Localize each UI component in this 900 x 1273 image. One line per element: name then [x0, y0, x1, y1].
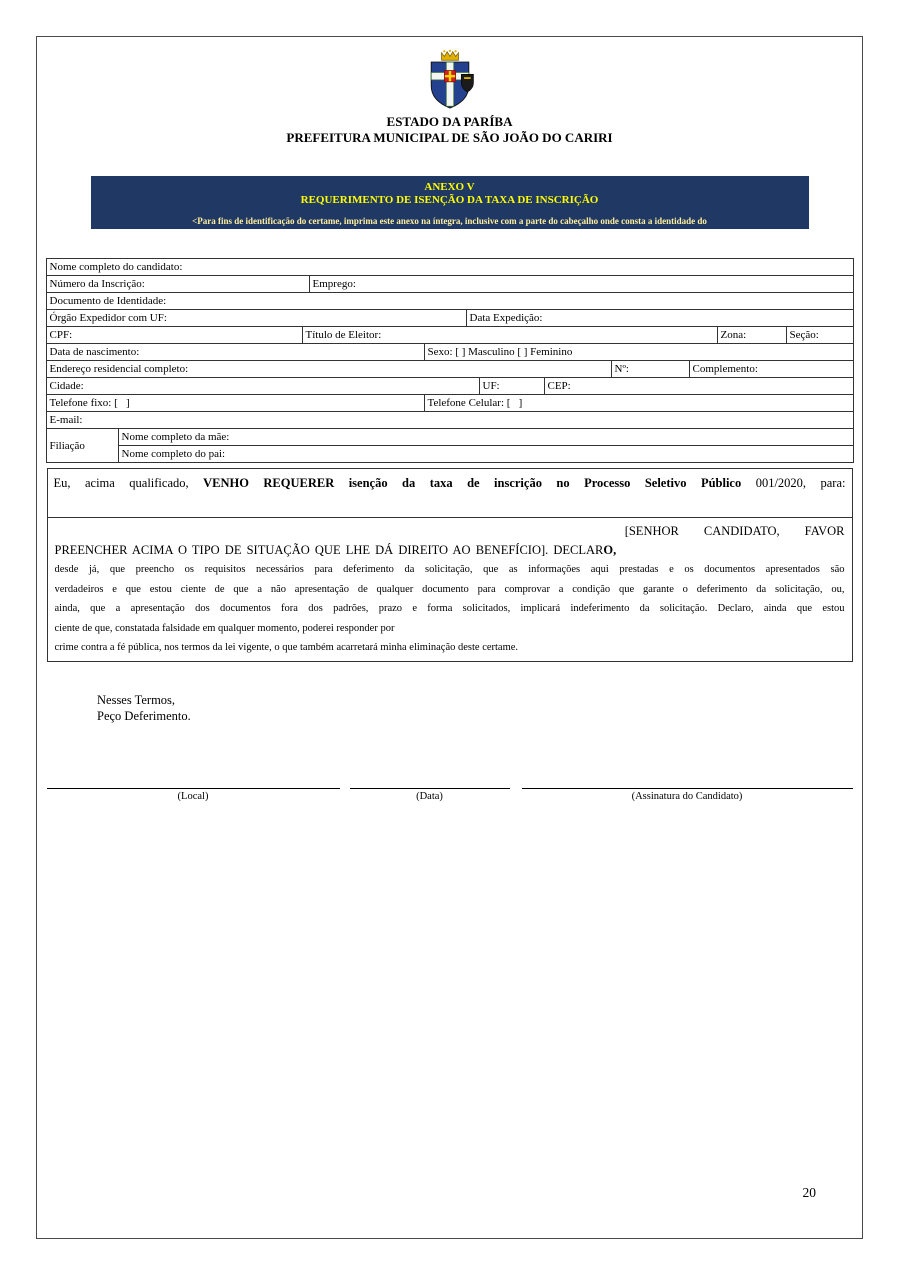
signature-date-line: (Data)	[350, 788, 510, 802]
declaration-bracket-line: [SENHOR CANDIDATO, FAVOR	[624, 524, 845, 538]
field-orgao-expedidor: Órgão Expedidor com UF:	[47, 310, 467, 326]
declaration-line2	[55, 541, 845, 560]
table-row	[47, 276, 853, 293]
request-intro: Eu, acima qualificado,	[53, 476, 204, 490]
field-cpf: CPF:	[47, 327, 303, 343]
signature-candidate-line: (Assinatura do Candidato)	[522, 788, 853, 802]
table-row	[47, 327, 853, 344]
declaration-line2-bold: O,	[603, 543, 617, 557]
closing-line1: Nesses Termos,	[97, 693, 176, 707]
table-row	[47, 395, 853, 412]
field-titulo-eleitor: Título de Eleitor:	[303, 327, 718, 343]
field-telefone-celular: Telefone Celular: [ ]	[427, 397, 523, 409]
field-complemento: Complemento:	[692, 363, 758, 375]
field-sexo: Sexo: [ ] Masculino [ ] Feminino	[427, 346, 573, 358]
filiacao-subrows	[119, 429, 853, 462]
page-number: 20	[802, 1185, 816, 1200]
field-emprego: Emprego:	[312, 278, 356, 290]
field-documento-identidade: Documento de Identidade:	[49, 295, 167, 307]
annex-note: <Para fins de identificação do certame, imprima este anexo na íntegra, inclusive com a parte do cabeçalho onde consta a identidade do	[192, 216, 707, 226]
annex-subtitle: REQUERIMENTO DE ISENÇÃO DA TAXA DE INSCRIÇÃO	[300, 194, 599, 206]
declaration-text-line: ciente de que, constatada falsidade em qualquer momento, poderei responder por	[54, 622, 395, 634]
field-nome-pai: Nome completo do pai:	[121, 448, 226, 460]
table-row	[47, 310, 853, 327]
table-row-filiacao	[47, 429, 853, 462]
table-row	[47, 293, 853, 310]
table-row	[47, 344, 853, 361]
declaration-text-line: ainda, que a apresentação dos documentos fora dos padrões, prazo e forma solicitados, implicará indeferimento da solicitação. Declaro, ainda que estou	[54, 603, 845, 614]
field-cidade: Cidade:	[47, 378, 480, 394]
registration-form-table	[46, 258, 854, 463]
field-uf: UF:	[480, 378, 545, 394]
field-nome-completo: Nome completo do candidato:	[49, 261, 183, 273]
field-data-nascimento: Data de nascimento:	[47, 344, 425, 360]
request-tail: 001/2020, para:	[741, 476, 846, 490]
declaration-text-line: crime contra a fé pública, nos termos da lei vigente, o que também acarretará minha eliminação deste certame.	[54, 642, 519, 653]
document-page	[37, 48, 862, 1249]
request-bold: VENHO REQUERER isenção da taxa de inscrição no Processo Seletivo Público	[203, 476, 742, 490]
declaration-text-line: verdadeiros e que estou ciente de que a não apresentação de qualquer documento para comprovar a condição que garante o deferimento da solicitação, ou,	[54, 583, 845, 595]
page-border	[36, 36, 863, 1239]
table-row	[47, 412, 853, 429]
signature-section	[47, 788, 853, 802]
table-row	[47, 378, 853, 395]
coat-of-arms-icon	[421, 48, 479, 110]
field-data-expedicao: Data Expedição:	[469, 312, 543, 324]
field-email: E-mail:	[49, 414, 83, 426]
declaration-line2-text: PREENCHER ACIMA O TIPO DE SITUAÇÃO QUE LHE DÁ DIREITO AO BENEFÍCIO]. DECLAR	[54, 543, 604, 557]
annex-title: ANEXO V	[424, 181, 475, 193]
field-zona: Zona:	[718, 327, 787, 343]
declaration-box	[47, 517, 853, 662]
field-numero: Nº:	[612, 361, 690, 377]
field-cep: CEP:	[547, 380, 571, 392]
municipality-name: PREFEITURA MUNICIPAL DE SÃO JOÃO DO CARIRI	[286, 130, 613, 145]
table-row	[47, 361, 853, 378]
closing-line2: Peço Deferimento.	[97, 709, 191, 723]
annex-banner	[91, 176, 809, 229]
table-row	[47, 259, 853, 276]
field-nome-mae: Nome completo da mãe:	[119, 429, 853, 446]
state-name: ESTADO DA PARÍBA	[386, 114, 513, 129]
field-endereco: Endereço residencial completo:	[47, 361, 612, 377]
field-secao: Seção:	[789, 329, 819, 341]
closing-terms	[97, 692, 862, 724]
field-telefone-fixo: Telefone fixo: [ ]	[47, 395, 425, 411]
field-filiacao: Filiação	[47, 429, 119, 462]
declaration-text-line: desde já, que preencho os requisitos necessários para deferimento da solicitação, que as informações aqui prestadas e os documentos apresentados são	[54, 564, 845, 575]
field-numero-inscricao: Número da Inscrição:	[47, 276, 310, 292]
request-statement-box	[47, 468, 853, 518]
signature-local-line: (Local)	[47, 788, 340, 802]
